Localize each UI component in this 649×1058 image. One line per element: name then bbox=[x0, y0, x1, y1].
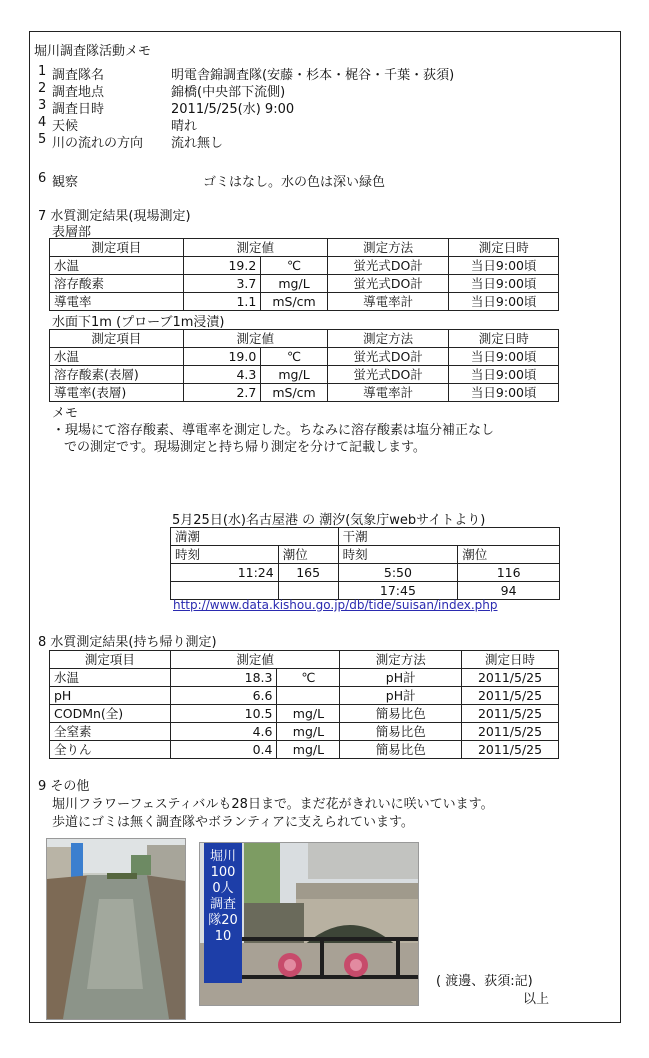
banner-text: 堀川1000人調査隊2010 bbox=[208, 849, 238, 944]
header-cell: 測定項目 bbox=[50, 239, 184, 257]
header-cell: 時刻 bbox=[338, 546, 458, 564]
value-cell: 2.7 bbox=[183, 384, 260, 402]
table-row bbox=[50, 384, 559, 402]
header-cell: 時刻 bbox=[171, 546, 279, 564]
tide-title: 5月25日(水)名古屋港 の 潮汐(気象庁webサイトより) bbox=[172, 513, 486, 528]
page-title: 堀川調査隊活動メモ bbox=[34, 44, 152, 59]
table-row bbox=[50, 669, 559, 687]
value-cell: 18.3 bbox=[170, 669, 277, 687]
time-cell: 11:24 bbox=[171, 564, 279, 582]
info-value: 晴れ bbox=[171, 119, 198, 134]
item-cell: 水温 bbox=[50, 257, 184, 275]
section9-heading: 9 その他 bbox=[38, 779, 90, 794]
unit-cell: mg/L bbox=[277, 705, 340, 723]
method-cell: 簡易比色 bbox=[340, 705, 462, 723]
time-cell: 17:45 bbox=[338, 582, 458, 600]
section8-heading: 8 水質測定結果(持ち帰り測定) bbox=[38, 635, 217, 650]
method-cell: 蛍光式DO計 bbox=[327, 366, 449, 384]
value-cell: 19.0 bbox=[183, 348, 260, 366]
table-row bbox=[50, 348, 559, 366]
info-value: 錦橋(中央部下流側) bbox=[171, 85, 286, 100]
memo-line: での測定です。現場測定と持ち帰り測定を分けて記載します。 bbox=[64, 440, 426, 455]
item-cell: 水温 bbox=[50, 348, 184, 366]
table-header-row bbox=[171, 546, 560, 564]
item-cell: 水温 bbox=[50, 669, 171, 687]
level-cell: 116 bbox=[458, 564, 560, 582]
time-cell: 当日9:00頃 bbox=[449, 257, 559, 275]
takehome-table bbox=[49, 650, 559, 759]
table-header-row bbox=[50, 239, 559, 257]
level-cell: 94 bbox=[458, 582, 560, 600]
info-label: 調査隊名 bbox=[52, 68, 105, 83]
value-cell: 19.2 bbox=[183, 257, 260, 275]
info-num: 1 bbox=[38, 64, 47, 79]
method-cell: 蛍光式DO計 bbox=[327, 348, 449, 366]
item-cell: CODMn(全) bbox=[50, 705, 171, 723]
method-cell: 導電率計 bbox=[327, 384, 449, 402]
unit-cell: mS/cm bbox=[261, 384, 327, 402]
info-value: 流れ無し bbox=[171, 136, 224, 151]
signature: ( 渡邊、荻須:記) bbox=[436, 974, 533, 989]
info-num: 3 bbox=[38, 98, 47, 113]
table-header-row bbox=[50, 330, 559, 348]
table-row bbox=[50, 705, 559, 723]
other-line: 堀川フラワーフェスティバルも28日まで。まだ花がきれいに咲いています。 bbox=[52, 797, 494, 812]
section7-heading: 7 水質測定結果(現場測定) bbox=[38, 209, 191, 224]
unit-cell bbox=[277, 687, 340, 705]
date-cell: 2011/5/25 bbox=[462, 723, 559, 741]
level-cell bbox=[278, 582, 338, 600]
other-line: 歩道にゴミは無く調査隊やボランティアに支えられています。 bbox=[52, 815, 414, 830]
method-cell: pH計 bbox=[340, 687, 462, 705]
table-header-row bbox=[171, 528, 560, 546]
tide-table bbox=[170, 527, 560, 600]
header-cell: 測定日時 bbox=[449, 330, 559, 348]
info-label: 調査地点 bbox=[52, 85, 105, 100]
surface-table bbox=[49, 238, 559, 311]
unit-cell: mg/L bbox=[277, 741, 340, 759]
unit-cell: mg/L bbox=[261, 275, 327, 293]
unit-cell: ℃ bbox=[261, 257, 327, 275]
time-cell bbox=[171, 582, 279, 600]
value-cell: 4.6 bbox=[170, 723, 277, 741]
observation-value: ゴミはなし。水の色は深い緑色 bbox=[203, 175, 386, 190]
time-cell: 5:50 bbox=[338, 564, 458, 582]
time-cell: 当日9:00頃 bbox=[449, 293, 559, 311]
header-cell: 測定方法 bbox=[327, 239, 449, 257]
table-row bbox=[50, 293, 559, 311]
item-cell: 導電率(表層) bbox=[50, 384, 184, 402]
header-cell: 測定方法 bbox=[340, 651, 462, 669]
info-label: 天候 bbox=[52, 119, 79, 134]
header-cell: 測定日時 bbox=[462, 651, 559, 669]
time-cell: 当日9:00頃 bbox=[449, 384, 559, 402]
info-num: 5 bbox=[38, 132, 47, 147]
time-cell: 当日9:00頃 bbox=[449, 366, 559, 384]
method-cell: 蛍光式DO計 bbox=[327, 275, 449, 293]
method-cell: 導電率計 bbox=[327, 293, 449, 311]
memo-label: メモ bbox=[52, 406, 79, 421]
method-cell: 蛍光式DO計 bbox=[327, 257, 449, 275]
table-row bbox=[171, 564, 560, 582]
header-cell: 測定項目 bbox=[50, 330, 184, 348]
canal-photo bbox=[46, 838, 186, 1020]
header-cell: 潮位 bbox=[278, 546, 338, 564]
table-header-row bbox=[50, 651, 559, 669]
end-mark: 以上 bbox=[523, 992, 550, 1007]
unit-cell: mg/L bbox=[261, 366, 327, 384]
item-cell: 全りん bbox=[50, 741, 171, 759]
item-cell: 導電率 bbox=[50, 293, 184, 311]
table-row bbox=[50, 366, 559, 384]
method-cell: 簡易比色 bbox=[340, 723, 462, 741]
bridge-photo bbox=[199, 842, 419, 1006]
high-tide-label: 満潮 bbox=[171, 528, 339, 546]
header-cell: 測定値 bbox=[183, 330, 327, 348]
header-cell: 測定値 bbox=[183, 239, 327, 257]
item-cell: 溶存酸素 bbox=[50, 275, 184, 293]
item-cell: 溶存酸素(表層) bbox=[50, 366, 184, 384]
info-label: 調査日時 bbox=[52, 102, 105, 117]
table-row bbox=[50, 687, 559, 705]
date-cell: 2011/5/25 bbox=[462, 741, 559, 759]
observation-num: 6 bbox=[38, 171, 47, 186]
value-cell: 3.7 bbox=[183, 275, 260, 293]
memo-line: ・現場にて溶存酸素、導電率を測定した。ちなみに溶存酸素は塩分補正なし bbox=[52, 423, 495, 438]
header-cell: 測定日時 bbox=[449, 239, 559, 257]
table-row bbox=[50, 257, 559, 275]
observation-label: 観察 bbox=[52, 175, 79, 190]
table-row bbox=[50, 275, 559, 293]
table-row bbox=[171, 582, 560, 600]
unit-cell: mS/cm bbox=[261, 293, 327, 311]
method-cell: pH計 bbox=[340, 669, 462, 687]
header-cell: 潮位 bbox=[458, 546, 560, 564]
unit-cell: ℃ bbox=[277, 669, 340, 687]
deep-table bbox=[49, 329, 559, 402]
item-cell: 全窒素 bbox=[50, 723, 171, 741]
unit-cell: mg/L bbox=[277, 723, 340, 741]
time-cell: 当日9:00頃 bbox=[449, 275, 559, 293]
level-cell: 165 bbox=[278, 564, 338, 582]
value-cell: 6.6 bbox=[170, 687, 277, 705]
unit-cell: ℃ bbox=[261, 348, 327, 366]
time-cell: 当日9:00頃 bbox=[449, 348, 559, 366]
table-row bbox=[50, 723, 559, 741]
date-cell: 2011/5/25 bbox=[462, 669, 559, 687]
header-cell: 測定方法 bbox=[327, 330, 449, 348]
low-tide-label: 干潮 bbox=[338, 528, 559, 546]
value-cell: 1.1 bbox=[183, 293, 260, 311]
header-cell: 測定値 bbox=[170, 651, 340, 669]
info-num: 4 bbox=[38, 115, 47, 130]
value-cell: 4.3 bbox=[183, 366, 260, 384]
value-cell: 10.5 bbox=[170, 705, 277, 723]
tide-source-link[interactable]: http://www.data.kishou.go.jp/db/tide/suisan/index.php bbox=[173, 598, 498, 612]
item-cell: pH bbox=[50, 687, 171, 705]
date-cell: 2011/5/25 bbox=[462, 705, 559, 723]
info-num: 2 bbox=[38, 81, 47, 96]
table-row bbox=[50, 741, 559, 759]
info-value: 明電舎錦調査隊(安藤・杉本・梶谷・千葉・荻須) bbox=[171, 68, 455, 83]
deep-label: 水面下1m (プローブ1m浸漬) bbox=[52, 315, 225, 330]
info-label: 川の流れの方向 bbox=[52, 136, 144, 151]
date-cell: 2011/5/25 bbox=[462, 687, 559, 705]
method-cell: 簡易比色 bbox=[340, 741, 462, 759]
info-value: 2011/5/25(水) 9:00 bbox=[171, 102, 295, 117]
value-cell: 0.4 bbox=[170, 741, 277, 759]
surface-label: 表層部 bbox=[52, 225, 92, 240]
header-cell: 測定項目 bbox=[50, 651, 171, 669]
